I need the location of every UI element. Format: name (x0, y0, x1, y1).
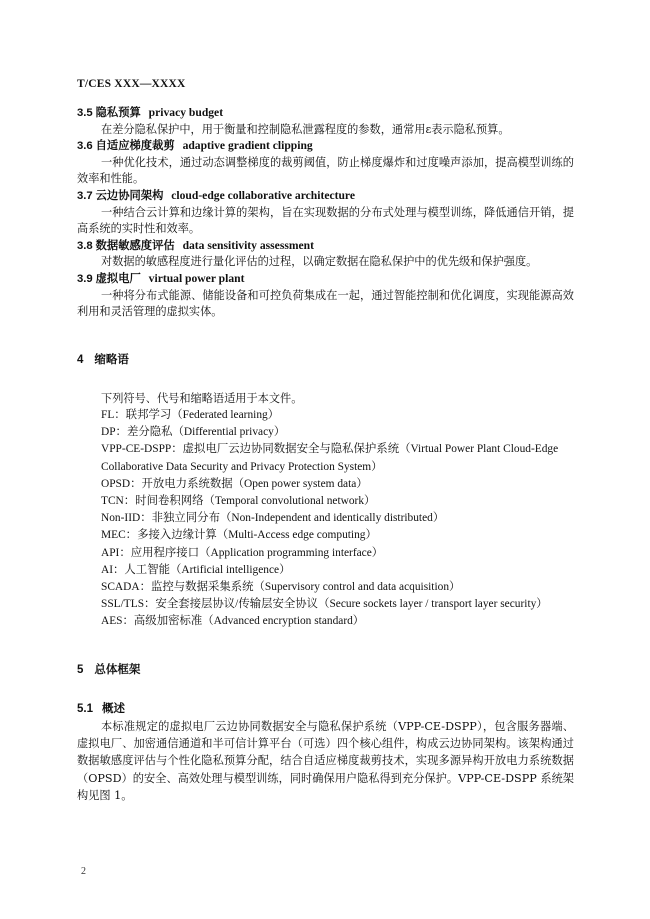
term-entry-3-9 (77, 271, 574, 321)
clause-title: 概述 (102, 700, 125, 715)
overview-paragraph: 本标准规定的虚拟电厂云边协同数据安全与隐私保护系统（VPP-CE-DSPP），包含服务器端、虚拟电厂、加密通信通道和半可信计算平台（可选）四个核心组件，构成云边协同架构。该架构通过数据敏感度评估与个性化隐私预算分配，结合自适应梯度裁剪技术，实现多源异构开放电力系统数据（OPSD）的安全、高效处理与模型训练，同时确保用户隐私得到充分保护。VPP-CE-DSPP 系统架构见图 1。 (77, 719, 574, 803)
term-definition: 一种结合云计算和边缘计算的架构，旨在实现数据的分布式处理与模型训练，降低通信开销，提高系统的实时性和效率。 (77, 205, 574, 236)
list-item: Non-IID：非独立同分布（Non-Independent and identically distributed） (101, 512, 445, 525)
term-heading (77, 271, 574, 288)
term-heading (77, 188, 574, 205)
term-heading (77, 238, 574, 255)
clause-number: 5 (77, 663, 84, 676)
clause-number: 5.1 (77, 702, 93, 715)
term-entry-3-7 (77, 188, 574, 238)
list-item: AI：人工智能（Artificial intelligence） (101, 563, 291, 576)
term-definition: 对数据的敏感程度进行量化评估的过程，以确定数据在隐私保护中的优先级和保护强度。 (101, 255, 538, 269)
clause-title: 总体框架 (94, 661, 141, 676)
page-number: 2 (81, 866, 86, 877)
section-spacer (77, 631, 574, 661)
term-number: 3.5 (77, 107, 93, 119)
term-name-en: data sensitivity assessment (182, 238, 314, 252)
clause-spacer (77, 369, 574, 390)
term-name-cn: 数据敏感度评估 (95, 238, 175, 252)
list-item: TCN：时间卷积网络（Temporal convolutional network） (101, 494, 376, 507)
term-name-en: cloud-edge collaborative architecture (171, 188, 356, 202)
clause-heading-4 (77, 351, 574, 369)
clause-heading-5 (77, 661, 574, 679)
clause-heading-5-1 (77, 700, 574, 718)
term-definition: 在差分隐私保护中，用于衡量和控制隐私泄露程度的参数，通常用ε表示隐私预算。 (101, 122, 510, 136)
list-item: API：应用程序接口（Application programming interface） (101, 546, 384, 559)
clause-title: 缩略语 (94, 351, 129, 366)
term-name-en: virtual power plant (148, 271, 245, 285)
clause-number: 4 (77, 353, 84, 366)
clause-spacer (77, 679, 574, 700)
list-item: VPP-CE-DSPP：虚拟电厂云边协同数据安全与隐私保护系统（Virtual Power Plant Cloud-Edge Collaborative Data Security and Privacy Protection System） (101, 443, 559, 473)
term-number: 3.8 (77, 239, 93, 252)
term-entry-3-6 (77, 138, 574, 188)
term-entry-3-8 (77, 238, 574, 271)
list-item: OPSD：开放电力系统数据（Open power system data） (101, 477, 368, 490)
term-definition: 一种优化技术，通过动态调整梯度的裁剪阈值，防止梯度爆炸和过度噪声添加，提高模型训练的效率和性能。 (77, 155, 574, 186)
term-number: 3.6 (77, 140, 93, 153)
abbreviations-intro: 下列符号、代号和缩略语适用于本文件。 (101, 391, 303, 405)
document-content (77, 105, 574, 805)
term-name-cn: 虚拟电厂 (95, 271, 141, 285)
term-name-en: privacy budget (148, 106, 224, 119)
list-item: SSL/TLS：安全套接层协议/传输层安全协议（Secure sockets layer / transport layer security） (101, 598, 548, 611)
term-name-cn: 云边协同架构 (95, 188, 164, 202)
document-header: T/CES XXX—XXXX (77, 78, 186, 90)
list-item: MEC：多接入边缘计算（Multi-Access edge computing） (101, 529, 377, 542)
list-item: AES：高级加密标准（Advanced encryption standard） (101, 615, 365, 628)
section-spacer (77, 321, 574, 351)
term-name-cn: 隐私预算 (95, 106, 141, 119)
term-name-cn: 自适应梯度裁剪 (95, 139, 175, 153)
term-number: 3.9 (77, 272, 93, 285)
abbreviations-list (77, 407, 574, 631)
list-item: SCADA：监控与数据采集系统（Supervisory control and data acquisition） (101, 580, 461, 593)
list-item: FL：联邦学习（Federated learning） (101, 408, 280, 421)
term-definition: 一种将分布式能源、储能设备和可控负荷集成在一起，通过智能控制和优化调度，实现能源高效利用和灵活管理的虚拟实体。 (77, 288, 574, 319)
term-number: 3.7 (77, 189, 93, 202)
term-entry-3-5 (77, 105, 574, 138)
term-heading (77, 105, 574, 122)
term-name-en: adaptive gradient clipping (182, 139, 313, 153)
list-item: DP：差分隐私（Differential privacy） (101, 426, 286, 439)
term-heading (77, 138, 574, 155)
